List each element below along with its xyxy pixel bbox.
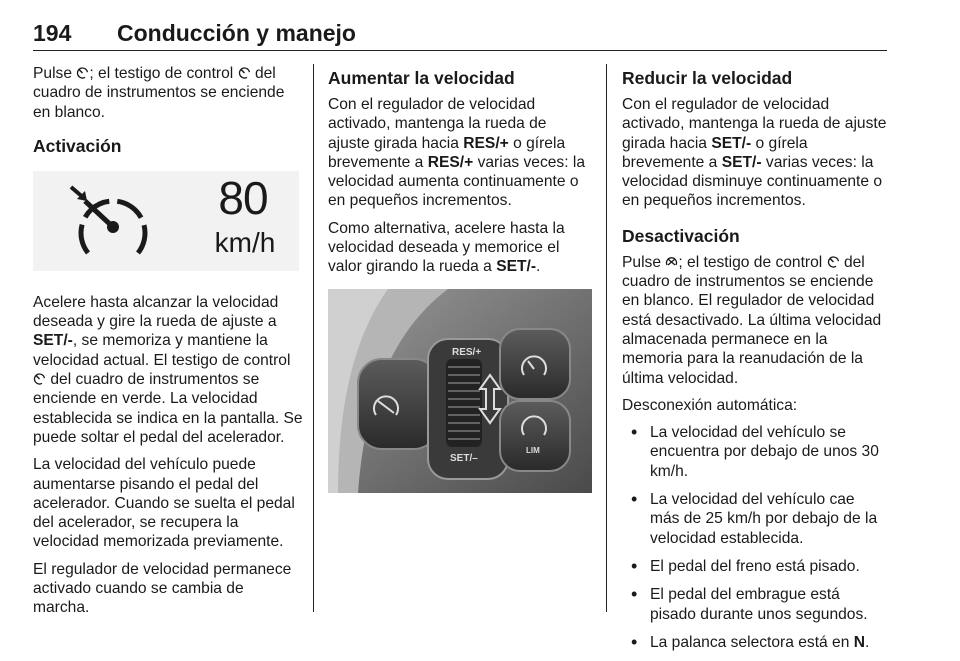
activation-heading: Activación [33, 135, 122, 156]
cruise-control-indicator-icon [33, 372, 46, 385]
accelerate-paragraph: La velocidad del vehículo puede aumentarse pisando el pedal del acelerador. Cuando se suelta el pedal del acelerador, se recupera la velocidad memorizada previamente. [33, 456, 295, 551]
set-speed-unit: km/h [214, 226, 276, 258]
deactivation-paragraph: Pulse ; el testigo de control del cuadro de instrumentos se enciende en blanco. El regulador de velocidad está desactivado. La última velocidad almacenada permanece en la memoria para la reanudación de la última velocidad. [622, 253, 882, 387]
column-left [33, 64, 303, 626]
lim-label: LIM [526, 445, 540, 455]
cruise-cancel-icon [665, 255, 678, 268]
auto-off-label: Desconexión automática: [622, 396, 798, 414]
column-divider [313, 64, 314, 612]
list-item: • El pedal del embrague está pisado durante unos segundos. [622, 585, 888, 624]
reduce-speed-heading: Reducir la velocidad [622, 68, 793, 88]
gear-change-paragraph: El regulador de velocidad permanece activado cuando se cambia de marcha. [33, 560, 292, 617]
cruise-control-icon [63, 183, 163, 263]
increase-speed-heading: Aumentar la velocidad [328, 68, 515, 88]
list-item: • La palanca selectora está en N. [622, 633, 888, 652]
column-divider [606, 64, 607, 612]
activation-paragraph: Acelere hasta alcanzar la velocidad deseada y gire la rueda de ajuste a SET/-, se memoriza y mantiene la velocidad actual. El testigo de control del cuadro de instrumentos se enciende en verde. La velocidad establecida se indica en la pantalla. Se puede soltar el pedal del acelerador. [33, 293, 303, 446]
deactivation-heading: Desactivación [622, 225, 740, 246]
cruise-control-icon [76, 66, 89, 79]
column-middle [328, 64, 592, 493]
page-number: 194 [33, 20, 72, 46]
cruise-display-figure [33, 171, 299, 271]
reduce-speed-paragraph: Con el regulador de velocidad activado, mantenga la rueda de ajuste girada hacia SET/- o gírela brevemente a SET/- varias veces: la velocidad disminuye continuamente o en pequeños incrementos. [622, 96, 887, 210]
cruise-control-indicator-icon [827, 255, 840, 268]
column-right [622, 64, 888, 661]
list-item: • La velocidad del vehículo se encuentra por debajo de unos 30 km/h. [622, 423, 888, 481]
page-title: Conducción y manejo [117, 20, 356, 46]
list-item: • El pedal del freno está pisado. [622, 557, 888, 576]
intro-paragraph: Pulse ; el testigo de control del cuadro de instrumentos se enciende en blanco. [33, 65, 285, 121]
cruise-control-indicator-icon [238, 66, 251, 79]
set-speed-value: 80 [218, 171, 268, 224]
alternative-paragraph: Como alternativa, acelere hasta la velocidad deseada y memorice el valor girando la rueda a SET/-. [328, 219, 565, 276]
res-plus-label: RES/+ [452, 346, 482, 358]
page-header [33, 14, 887, 51]
auto-off-list [622, 423, 888, 652]
set-minus-label: SET/– [450, 452, 478, 464]
list-item: • La velocidad del vehículo cae más de 25 km/h por debajo de la velocidad establecida. [622, 490, 888, 548]
increase-speed-paragraph: Con el regulador de velocidad activado, mantenga la rueda de ajuste girada hacia RES/+ o gírela brevemente a RES/+ varias veces: la velocidad aumenta continuamente o en pequeños incrementos. [328, 96, 586, 210]
steering-wheel-photo [328, 289, 592, 493]
